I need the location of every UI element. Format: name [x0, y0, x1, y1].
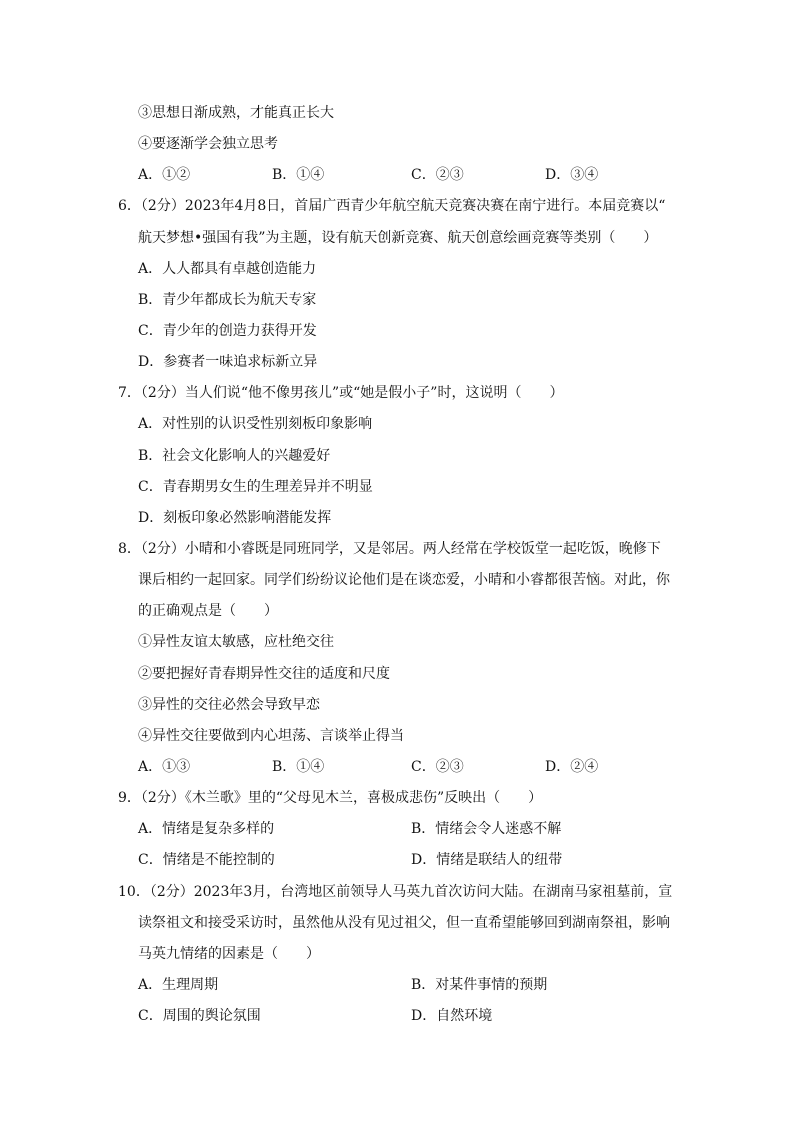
- q6-option-a: A．人人都具有卓越创造能力: [138, 261, 317, 277]
- q8-statement-3: ③异性的交往必然会导致早恋: [138, 697, 320, 713]
- q8-option-d: D．②④: [545, 759, 599, 775]
- q7-option-c: C．青春期男女生的生理差异并不明显: [138, 479, 373, 495]
- q10-stem-line-1: 10．（2分）2023年3月，台湾地区前领导人马英九首次访问大陆。在湖南马家祖墓前，宣: [118, 884, 673, 900]
- q8-statement-4: ④异性交往要做到内心坦荡、言谈举止得当: [138, 728, 404, 744]
- q9-option-c: C．情绪是不能控制的: [138, 852, 275, 868]
- q5-statement-3: ③思想日渐成熟，才能真正长大: [138, 105, 334, 121]
- q5-option-b: B．①④: [272, 167, 325, 183]
- q8-option-b: B．①④: [272, 759, 325, 775]
- q6-stem-line-1: 6．（2分）2023年4月8日，首届广西青少年航空航天竞赛决赛在南宁进行。本届竞赛以“: [118, 198, 666, 214]
- q10-stem-line-3: 马英九情绪的因素是（ ）: [138, 946, 320, 962]
- q5-option-d: D．③④: [545, 167, 599, 183]
- q8-stem-line-3: 的正确观点是（ ）: [138, 603, 278, 619]
- q5-option-a: A．①②: [138, 167, 191, 183]
- q9-option-d: D．情绪是联结人的纽带: [411, 852, 563, 868]
- q6-option-b: B．青少年都成长为航天专家: [138, 292, 317, 308]
- q7-stem: 7．（2分）当人们说“他不像男孩儿”或“她是假小子”时，这说明（ ）: [118, 385, 564, 401]
- q8-option-c: C．②③: [411, 759, 464, 775]
- q8-option-a: A．①③: [138, 759, 191, 775]
- q7-option-a: A．对性别的认识受性别刻板印象影响: [138, 416, 373, 432]
- q8-statement-1: ①异性友谊太敏感，应杜绝交往: [138, 634, 334, 650]
- q8-statement-2: ②要把握好青春期异性交往的适度和尺度: [138, 666, 390, 682]
- q5-option-c: C．②③: [411, 167, 464, 183]
- q9-option-a: A．情绪是复杂多样的: [138, 821, 275, 837]
- q10-option-d: D．自然环境: [411, 1008, 493, 1024]
- q10-option-c: C．周围的舆论氛围: [138, 1008, 261, 1024]
- q7-option-b: B．社会文化影响人的兴趣爱好: [138, 448, 331, 464]
- q6-option-d: D．参赛者一味追求标新立异: [138, 354, 318, 370]
- q8-stem-line-2: 课后相约一起回家。同学们纷纷议论他们是在谈恋爱，小晴和小睿都很苦恼。对此，你: [138, 572, 670, 588]
- q6-option-c: C．青少年的创造力获得开发: [138, 323, 317, 339]
- q6-stem-line-2: 航天梦想•强国有我”为主题，设有航天创新竞赛、航天创意绘画竞赛等类别（ ）: [138, 230, 658, 246]
- q8-stem-line-1: 8．（2分）小晴和小睿既是同班同学，又是邻居。两人经常在学校饭堂一起吃饭，晚修下: [118, 541, 661, 557]
- q9-option-b: B．情绪会令人迷惑不解: [411, 821, 562, 837]
- q9-stem: 9．（2分）《木兰歌》里的“父母见木兰，喜极成悲伤”反映出（ ）: [118, 790, 543, 806]
- q10-option-a: A．生理周期: [138, 977, 219, 993]
- q10-option-b: B．对某件事情的预期: [411, 977, 548, 993]
- q5-statement-4: ④要逐渐学会独立思考: [138, 136, 278, 152]
- q7-option-d: D．刻板印象必然影响潜能发挥: [138, 510, 332, 526]
- q10-stem-line-2: 读祭祖文和接受采访时，虽然他从没有见过祖父，但一直希望能够回到湖南祭祖，影响: [138, 915, 670, 931]
